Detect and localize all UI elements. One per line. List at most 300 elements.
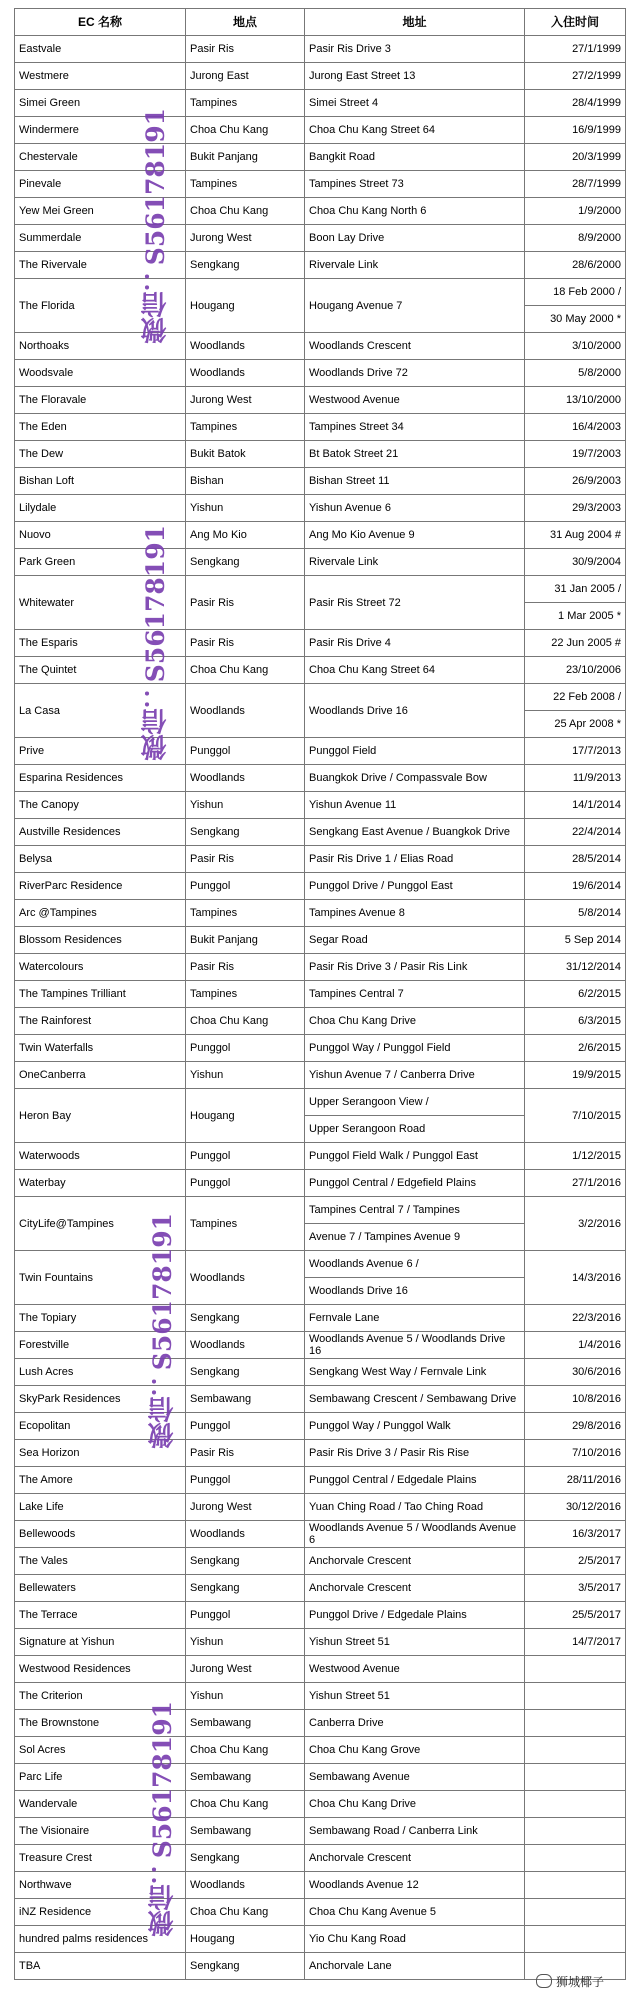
cell-address[interactable] [305,1089,525,1143]
cell-date[interactable]: 16/4/2003 [525,414,626,441]
cell-date[interactable]: 7/10/2015 [525,1089,626,1143]
header-date[interactable]: 入住时间 [525,9,626,36]
cell-name[interactable]: Eastvale [15,36,186,63]
cell-location[interactable]: Woodlands [186,684,305,738]
cell-date[interactable] [525,1872,626,1899]
cell-address[interactable]: Sengkang West Way / Fernvale Link [305,1359,525,1386]
cell-location[interactable]: Punggol [186,1413,305,1440]
cell-date[interactable]: 26/9/2003 [525,468,626,495]
cell-address[interactable]: Choa Chu Kang Grove [305,1737,525,1764]
cell-address[interactable]: Yishun Street 51 [305,1683,525,1710]
cell-address[interactable]: Pasir Ris Drive 3 / Pasir Ris Rise [305,1440,525,1467]
cell-date[interactable] [525,1791,626,1818]
table-row [15,171,626,198]
table-row [15,1170,626,1197]
cell-address[interactable]: Bangkit Road [305,144,525,171]
cell-name[interactable]: Northoaks [15,333,186,360]
cell-name[interactable]: Prive [15,738,186,765]
cell-address[interactable]: Yuan Ching Road / Tao Ching Road [305,1494,525,1521]
cell-date[interactable]: 8/9/2000 [525,225,626,252]
cell-address[interactable] [305,1197,525,1251]
cell-address[interactable]: Pasir Ris Drive 4 [305,630,525,657]
table-row [15,738,626,765]
cell-location[interactable]: Choa Chu Kang [186,1737,305,1764]
cell-date[interactable]: 28/5/2014 [525,846,626,873]
cell-name[interactable]: Park Green [15,549,186,576]
table-row [15,1656,626,1683]
cell-name[interactable]: The Rainforest [15,1008,186,1035]
cell-location[interactable]: Sengkang [186,1575,305,1602]
cell-name[interactable]: The Canopy [15,792,186,819]
cell-date[interactable] [525,1683,626,1710]
footer-logo-text: 狮城椰子 [556,1975,605,1989]
table-row [15,279,626,333]
cell-address[interactable]: Punggol Drive / Edgedale Plains [305,1602,525,1629]
cell-location[interactable]: Tampines [186,1197,305,1251]
cell-date-line-1: 22 Feb 2008 / [553,691,621,703]
cell-date[interactable] [525,1899,626,1926]
cell-date[interactable] [525,1764,626,1791]
cell-location[interactable]: Sengkang [186,1305,305,1332]
cell-location[interactable]: Punggol [186,1143,305,1170]
cell-address[interactable]: Pasir Ris Drive 1 / Elias Road [305,846,525,873]
cell-name[interactable]: Austville Residences [15,819,186,846]
watermark-prefix: 微信： [141,265,171,344]
cell-name[interactable]: Waterbay [15,1170,186,1197]
cell-location[interactable]: Sembawang [186,1818,305,1845]
cell-location[interactable]: Woodlands [186,1251,305,1305]
cell-name[interactable]: Pinevale [15,171,186,198]
cell-address[interactable]: Tampines Street 73 [305,171,525,198]
cell-name[interactable]: Lush Acres [15,1359,186,1386]
cell-address[interactable]: Sembawang Crescent / Sembawang Drive [305,1386,525,1413]
cell-location[interactable]: Tampines [186,90,305,117]
cell-address[interactable]: Choa Chu Kang Street 64 [305,117,525,144]
table-row [15,792,626,819]
cell-address[interactable]: Choa Chu Kang Street 64 [305,657,525,684]
cell-name[interactable]: The Esparis [15,630,186,657]
cell-address[interactable]: Ang Mo Kio Avenue 9 [305,522,525,549]
cell-address[interactable]: Tampines Avenue 8 [305,900,525,927]
cell-name[interactable]: Windermere [15,117,186,144]
footer-logo [536,1973,604,1990]
cell-location[interactable]: Choa Chu Kang [186,198,305,225]
cell-location[interactable]: Choa Chu Kang [186,657,305,684]
cell-address[interactable]: Tampines Central 7 [305,981,525,1008]
cell-location[interactable]: Yishun [186,1062,305,1089]
cell-address[interactable]: Sengkang East Avenue / Buangkok Drive [305,819,525,846]
cell-name[interactable]: The Terrace [15,1602,186,1629]
cell-date[interactable] [525,684,626,738]
table-row [15,90,626,117]
cell-location[interactable]: Jurong East [186,63,305,90]
cell-date[interactable]: 3/5/2017 [525,1575,626,1602]
cell-date[interactable]: 31 Aug 2004 # [525,522,626,549]
table-row [15,1629,626,1656]
table-row [15,360,626,387]
cell-name[interactable]: OneCanberra [15,1062,186,1089]
cell-location[interactable]: Ang Mo Kio [186,522,305,549]
table-row [15,873,626,900]
cell-date[interactable]: 16/3/2017 [525,1521,626,1548]
cell-location[interactable]: Pasir Ris [186,630,305,657]
cell-date[interactable]: 29/8/2016 [525,1413,626,1440]
cell-name[interactable]: Arc @Tampines [15,900,186,927]
cell-address[interactable]: Pasir Ris Drive 3 [305,36,525,63]
cell-location[interactable]: Hougang [186,1926,305,1953]
cell-address[interactable]: Westwood Avenue [305,1656,525,1683]
cell-date[interactable]: 17/7/2013 [525,738,626,765]
cell-address-line-1: Tampines Central 7 / Tampines [309,1204,460,1216]
cell-name[interactable]: Simei Green [15,90,186,117]
cell-date[interactable]: 5 Sep 2014 [525,927,626,954]
cell-date[interactable]: 1/9/2000 [525,198,626,225]
header-location[interactable]: 地点 [186,9,305,36]
cell-name[interactable]: Whitewater [15,576,186,630]
cell-name[interactable]: Belysa [15,846,186,873]
cell-name[interactable]: Westmere [15,63,186,90]
cell-name[interactable]: The Topiary [15,1305,186,1332]
cell-location[interactable]: Woodlands [186,1332,305,1359]
cell-name[interactable]: Treasure Crest [15,1845,186,1872]
cell-address[interactable]: Anchorvale Crescent [305,1845,525,1872]
cell-date[interactable]: 16/9/1999 [525,117,626,144]
cell-location[interactable]: Woodlands [186,333,305,360]
cell-location[interactable]: Sengkang [186,1953,305,1980]
wechat-icon [536,1974,552,1988]
cell-name[interactable]: hundred palms residences [15,1926,186,1953]
cell-name[interactable]: Bishan Loft [15,468,186,495]
table-row [15,333,626,360]
cell-name[interactable]: The Criterion [15,1683,186,1710]
cell-address[interactable]: Woodlands Crescent [305,333,525,360]
table-row [15,522,626,549]
cell-name[interactable]: The Quintet [15,657,186,684]
cell-location[interactable]: Bukit Batok [186,441,305,468]
cell-name[interactable]: The Vales [15,1548,186,1575]
cell-location[interactable]: Pasir Ris [186,1440,305,1467]
cell-location[interactable]: Sembawang [186,1764,305,1791]
cell-name[interactable]: The Rivervale [15,252,186,279]
cell-address[interactable]: Westwood Avenue [305,387,525,414]
cell-name[interactable]: Waterwoods [15,1143,186,1170]
cell-date[interactable] [525,1818,626,1845]
cell-date[interactable]: 6/2/2015 [525,981,626,1008]
cell-location[interactable]: Tampines [186,900,305,927]
cell-date[interactable]: 22/4/2014 [525,819,626,846]
cell-name[interactable]: Chestervale [15,144,186,171]
cell-address[interactable]: Canberra Drive [305,1710,525,1737]
cell-address[interactable]: Yishun Avenue 6 [305,495,525,522]
cell-date[interactable]: 7/10/2016 [525,1440,626,1467]
cell-location[interactable]: Punggol [186,1467,305,1494]
cell-address[interactable]: Woodlands Avenue 5 / Woodlands Avenue 6 [305,1521,525,1548]
cell-address[interactable]: Yishun Street 51 [305,1629,525,1656]
cell-name[interactable]: Northwave [15,1872,186,1899]
table-row [15,1737,626,1764]
cell-location[interactable]: Tampines [186,981,305,1008]
cell-date[interactable] [525,1926,626,1953]
cell-address[interactable]: Pasir Ris Drive 3 / Pasir Ris Link [305,954,525,981]
cell-address[interactable]: Punggol Central / Edgedale Plains [305,1467,525,1494]
cell-address[interactable]: Punggol Central / Edgefield Plains [305,1170,525,1197]
cell-address[interactable]: Simei Street 4 [305,90,525,117]
cell-address[interactable]: Sembawang Road / Canberra Link [305,1818,525,1845]
cell-name[interactable]: The Visionaire [15,1818,186,1845]
cell-location[interactable]: Choa Chu Kang [186,117,305,144]
cell-location[interactable]: Pasir Ris [186,576,305,630]
cell-location[interactable]: Jurong West [186,387,305,414]
cell-location[interactable]: Jurong West [186,1656,305,1683]
cell-location[interactable]: Choa Chu Kang [186,1899,305,1926]
cell-name[interactable]: Signature at Yishun [15,1629,186,1656]
cell-name[interactable]: Watercolours [15,954,186,981]
cell-address[interactable]: Fernvale Lane [305,1305,525,1332]
cell-date-line-2: 25 Apr 2008 * [525,710,626,737]
cell-name[interactable]: TBA [15,1953,186,1980]
cell-location[interactable]: Yishun [186,1683,305,1710]
cell-address[interactable]: Segar Road [305,927,525,954]
cell-address-line-2: Upper Serangoon Road [305,1115,525,1142]
cell-location[interactable]: Sengkang [186,549,305,576]
cell-name[interactable]: Twin Waterfalls [15,1035,186,1062]
cell-address[interactable]: Yishun Avenue 11 [305,792,525,819]
table-row [15,36,626,63]
cell-location[interactable]: Yishun [186,1629,305,1656]
cell-address[interactable]: Woodlands Avenue 12 [305,1872,525,1899]
cell-name[interactable]: Bellewaters [15,1575,186,1602]
cell-address[interactable]: Buangkok Drive / Compassvale Bow [305,765,525,792]
cell-address[interactable]: Punggol Field Walk / Punggol East [305,1143,525,1170]
cell-date[interactable]: 30/12/2016 [525,1494,626,1521]
cell-name[interactable]: La Casa [15,684,186,738]
cell-date[interactable]: 29/3/2003 [525,495,626,522]
cell-location[interactable]: Sengkang [186,1548,305,1575]
table-body [15,36,626,1980]
cell-date[interactable] [525,1656,626,1683]
cell-date[interactable]: 3/10/2000 [525,333,626,360]
cell-date[interactable] [525,1845,626,1872]
cell-name[interactable]: Ecopolitan [15,1413,186,1440]
cell-date[interactable]: 14/7/2017 [525,1629,626,1656]
cell-address[interactable]: Anchorvale Crescent [305,1548,525,1575]
cell-address[interactable]: Punggol Way / Punggol Walk [305,1413,525,1440]
cell-date[interactable]: 13/10/2000 [525,387,626,414]
table-row [15,1791,626,1818]
cell-date[interactable]: 31/12/2014 [525,954,626,981]
cell-name[interactable]: The Dew [15,441,186,468]
cell-address[interactable]: Rivervale Link [305,252,525,279]
cell-location[interactable]: Punggol [186,738,305,765]
cell-name[interactable]: Wandervale [15,1791,186,1818]
cell-name[interactable]: RiverParc Residence [15,873,186,900]
cell-name[interactable]: The Amore [15,1467,186,1494]
cell-name[interactable]: The Florida [15,279,186,333]
cell-date[interactable]: 23/10/2006 [525,657,626,684]
table-row [15,1008,626,1035]
cell-date[interactable]: 2/6/2015 [525,1035,626,1062]
cell-location[interactable]: Woodlands [186,1872,305,1899]
cell-name[interactable]: Sol Acres [15,1737,186,1764]
cell-date[interactable]: 28/4/1999 [525,90,626,117]
cell-location[interactable]: Choa Chu Kang [186,1008,305,1035]
cell-date[interactable]: 5/8/2014 [525,900,626,927]
cell-location[interactable]: Woodlands [186,1521,305,1548]
cell-date[interactable] [525,279,626,333]
cell-date[interactable]: 28/7/1999 [525,171,626,198]
cell-address[interactable]: Woodlands Avenue 5 / Woodlands Drive 16 [305,1332,525,1359]
cell-location[interactable]: Yishun [186,495,305,522]
cell-date[interactable]: 2/5/2017 [525,1548,626,1575]
cell-address[interactable]: Punggol Drive / Punggol East [305,873,525,900]
cell-location[interactable]: Punggol [186,873,305,900]
cell-location[interactable]: Pasir Ris [186,846,305,873]
cell-name[interactable]: Summerdale [15,225,186,252]
cell-address[interactable]: Yishun Avenue 7 / Canberra Drive [305,1062,525,1089]
watermark-4 [144,1701,178,1936]
cell-location[interactable]: Jurong West [186,225,305,252]
cell-location[interactable]: Hougang [186,1089,305,1143]
cell-location[interactable]: Sembawang [186,1386,305,1413]
cell-location[interactable]: Tampines [186,171,305,198]
cell-date[interactable]: 3/2/2016 [525,1197,626,1251]
cell-address[interactable]: Woodlands Drive 16 [305,684,525,738]
cell-name[interactable]: Sea Horizon [15,1440,186,1467]
cell-location[interactable]: Woodlands [186,765,305,792]
cell-name[interactable]: The Floravale [15,387,186,414]
cell-name[interactable]: Bellewoods [15,1521,186,1548]
cell-date[interactable]: 11/9/2013 [525,765,626,792]
cell-address[interactable]: Choa Chu Kang North 6 [305,198,525,225]
cell-name[interactable]: Woodsvale [15,360,186,387]
cell-name[interactable]: Esparina Residences [15,765,186,792]
cell-name[interactable]: Yew Mei Green [15,198,186,225]
cell-date[interactable]: 6/3/2015 [525,1008,626,1035]
cell-address[interactable]: Bishan Street 11 [305,468,525,495]
cell-date[interactable]: 28/6/2000 [525,252,626,279]
cell-name[interactable]: The Brownstone [15,1710,186,1737]
cell-date[interactable]: 30/6/2016 [525,1359,626,1386]
cell-date[interactable] [525,1710,626,1737]
cell-name[interactable]: CityLife@Tampines [15,1197,186,1251]
cell-location[interactable]: Jurong West [186,1494,305,1521]
cell-date[interactable]: 27/1/1999 [525,36,626,63]
cell-address[interactable]: Woodlands Drive 72 [305,360,525,387]
cell-name[interactable]: The Eden [15,414,186,441]
cell-date[interactable]: 20/3/1999 [525,144,626,171]
cell-date[interactable]: 27/2/1999 [525,63,626,90]
cell-name[interactable]: Forestville [15,1332,186,1359]
cell-location[interactable]: Pasir Ris [186,954,305,981]
cell-address[interactable]: Punggol Way / Punggol Field [305,1035,525,1062]
cell-date[interactable]: 25/5/2017 [525,1602,626,1629]
watermark-prefix: 微信： [141,682,171,761]
header-address[interactable]: 地址 [305,9,525,36]
cell-name[interactable]: Lake Life [15,1494,186,1521]
cell-date[interactable] [525,1737,626,1764]
cell-name[interactable]: Heron Bay [15,1089,186,1143]
cell-address[interactable]: Choa Chu Kang Drive [305,1791,525,1818]
cell-name[interactable]: Twin Fountains [15,1251,186,1305]
cell-location[interactable]: Sengkang [186,1845,305,1872]
cell-address[interactable]: Anchorvale Crescent [305,1575,525,1602]
cell-address[interactable]: Anchorvale Lane [305,1953,525,1980]
cell-date[interactable]: 14/1/2014 [525,792,626,819]
cell-name[interactable]: Parc Life [15,1764,186,1791]
cell-address-line-2: Avenue 7 / Tampines Avenue 9 [305,1223,525,1250]
cell-date[interactable]: 30/9/2004 [525,549,626,576]
cell-address[interactable]: Choa Chu Kang Avenue 5 [305,1899,525,1926]
cell-address[interactable]: Boon Lay Drive [305,225,525,252]
cell-date[interactable]: 14/3/2016 [525,1251,626,1305]
cell-location[interactable]: Bukit Panjang [186,144,305,171]
cell-name[interactable]: Blossom Residences [15,927,186,954]
cell-date[interactable]: 10/8/2016 [525,1386,626,1413]
cell-address[interactable]: Jurong East Street 13 [305,63,525,90]
cell-address[interactable]: Punggol Field [305,738,525,765]
table-row [15,198,626,225]
cell-location[interactable]: Bishan [186,468,305,495]
cell-location[interactable]: Pasir Ris [186,36,305,63]
cell-location[interactable]: Punggol [186,1170,305,1197]
cell-location[interactable]: Yishun [186,792,305,819]
cell-date[interactable]: 27/1/2016 [525,1170,626,1197]
table-row [15,819,626,846]
cell-address[interactable]: Bt Batok Street 21 [305,441,525,468]
cell-address[interactable]: Choa Chu Kang Drive [305,1008,525,1035]
header-name[interactable]: EC 名称 [15,9,186,36]
cell-date[interactable] [525,576,626,630]
cell-name[interactable]: The Tampines Trilliant [15,981,186,1008]
cell-name[interactable]: iNZ Residence [15,1899,186,1926]
cell-date[interactable]: 28/11/2016 [525,1467,626,1494]
cell-location[interactable]: Sengkang [186,819,305,846]
cell-date[interactable]: 19/7/2003 [525,441,626,468]
cell-name[interactable]: Westwood Residences [15,1656,186,1683]
cell-address[interactable] [305,1251,525,1305]
cell-address[interactable]: Pasir Ris Street 72 [305,576,525,630]
cell-location[interactable]: Sengkang [186,252,305,279]
cell-date[interactable]: 1/12/2015 [525,1143,626,1170]
cell-date[interactable]: 5/8/2000 [525,360,626,387]
cell-date[interactable]: 1/4/2016 [525,1332,626,1359]
table-row [15,1683,626,1710]
cell-date[interactable]: 22 Jun 2005 # [525,630,626,657]
cell-address[interactable]: Rivervale Link [305,549,525,576]
cell-location[interactable]: Woodlands [186,360,305,387]
cell-location[interactable]: Punggol [186,1035,305,1062]
cell-address[interactable]: Tampines Street 34 [305,414,525,441]
cell-location[interactable]: Bukit Panjang [186,927,305,954]
cell-name[interactable]: Nuovo [15,522,186,549]
cell-address[interactable]: Sembawang Avenue [305,1764,525,1791]
cell-address[interactable]: Hougang Avenue 7 [305,279,525,333]
cell-location[interactable]: Sengkang [186,1359,305,1386]
cell-location[interactable]: Choa Chu Kang [186,1791,305,1818]
cell-name[interactable]: SkyPark Residences [15,1386,186,1413]
cell-name[interactable]: Lilydale [15,495,186,522]
cell-location[interactable]: Tampines [186,414,305,441]
cell-address[interactable]: Yio Chu Kang Road [305,1926,525,1953]
cell-location[interactable]: Hougang [186,279,305,333]
cell-date[interactable]: 19/9/2015 [525,1062,626,1089]
cell-location[interactable]: Punggol [186,1602,305,1629]
table-row [15,252,626,279]
cell-date[interactable]: 22/3/2016 [525,1305,626,1332]
cell-location[interactable]: Sembawang [186,1710,305,1737]
cell-date[interactable]: 19/6/2014 [525,873,626,900]
table-row [15,63,626,90]
